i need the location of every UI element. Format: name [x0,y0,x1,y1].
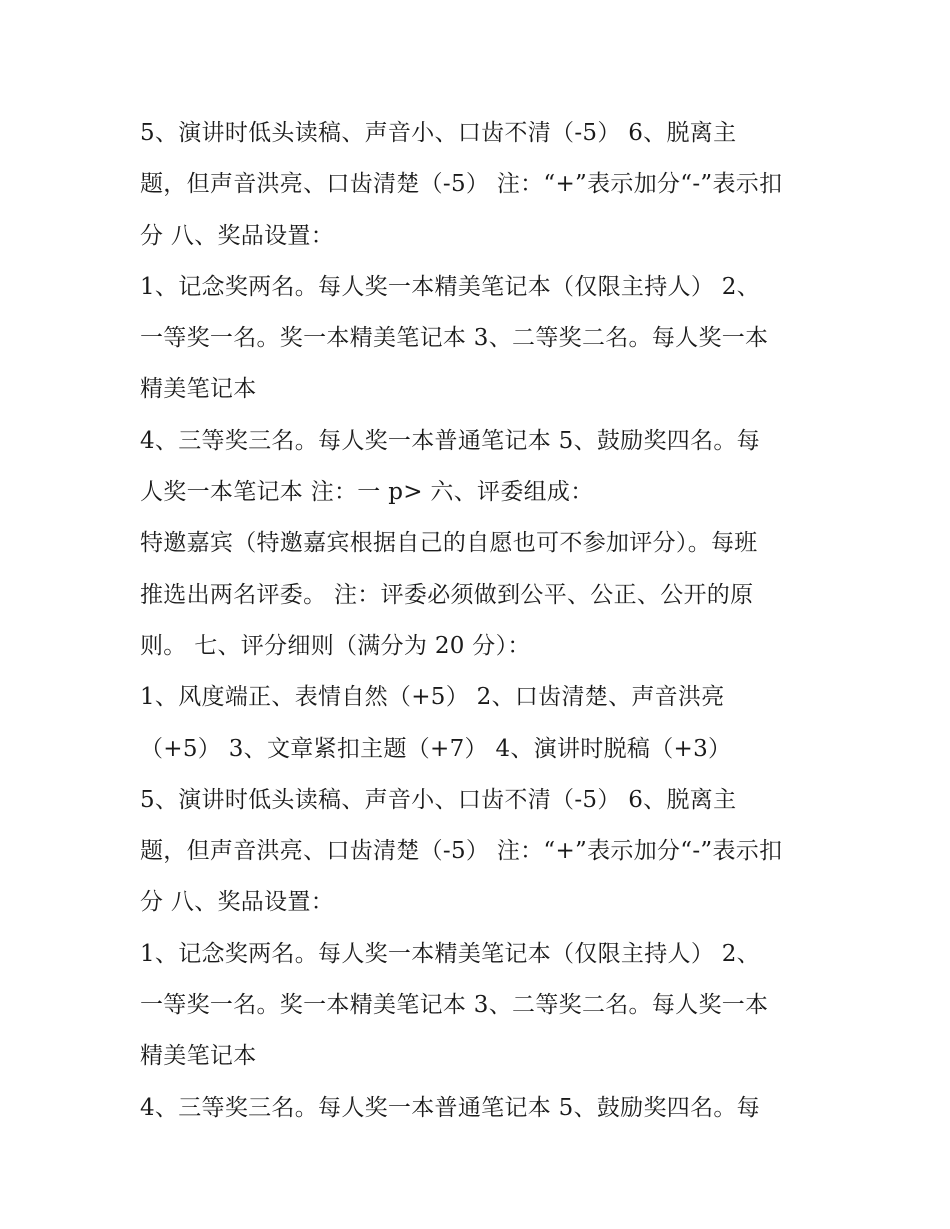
text-line: 题，但声音洪亮、口齿清楚（-5） 注：“+”表示加分“-”表示扣 [140,838,783,865]
text-line: 4、三等奖三名。每人奖一本普通笔记本 5、鼓励奖四名。每 [140,427,760,454]
text-line: 分 八、奖品设置： [140,889,335,916]
text-line: 推选出两名评委。 注：评委必须做到公平、公正、公开的原 [140,581,754,608]
text-line: 一等奖一名。奖一本精美笔记本 3、二等奖二名。每人奖一本 [140,325,769,352]
text-line: 则。 七、评分细则（满分为 20 分）： [140,632,531,659]
text-line: 4、三等奖三名。每人奖一本普通笔记本 5、鼓励奖四名。每 [140,1094,760,1121]
text-line: 1、风度端正、表情自然（+5） 2、口齿清楚、声音洪亮 [140,684,725,711]
text-line: 人奖一本笔记本 注：一 p> 六、评委组成： [140,479,594,506]
text-line: 一等奖一名。奖一本精美笔记本 3、二等奖二名。每人奖一本 [140,992,769,1019]
text-line: 分 八、奖品设置： [140,222,335,249]
text-line: 精美笔记本 [140,1043,257,1070]
text-line: 1、记念奖两名。每人奖一本精美笔记本（仅限主持人） 2、 [140,940,760,967]
text-line: （+5） 3、文章紧扣主题（+7） 4、演讲时脱稿（+3） [140,735,732,762]
text-line: 1、记念奖两名。每人奖一本精美笔记本（仅限主持人） 2、 [140,273,760,300]
document-body [140,108,820,1134]
text-line: 题，但声音洪亮、口齿清楚（-5） 注：“+”表示加分“-”表示扣 [140,171,783,198]
text-line: 5、演讲时低头读稿、声音小、口齿不清（-5） 6、脱离主 [140,786,737,813]
text-line: 特邀嘉宾（特邀嘉宾根据自己的自愿也可不参加评分）。每班 [140,530,758,557]
text-line: 精美笔记本 [140,376,257,403]
text-line: 5、演讲时低头读稿、声音小、口齿不清（-5） 6、脱离主 [140,120,737,146]
